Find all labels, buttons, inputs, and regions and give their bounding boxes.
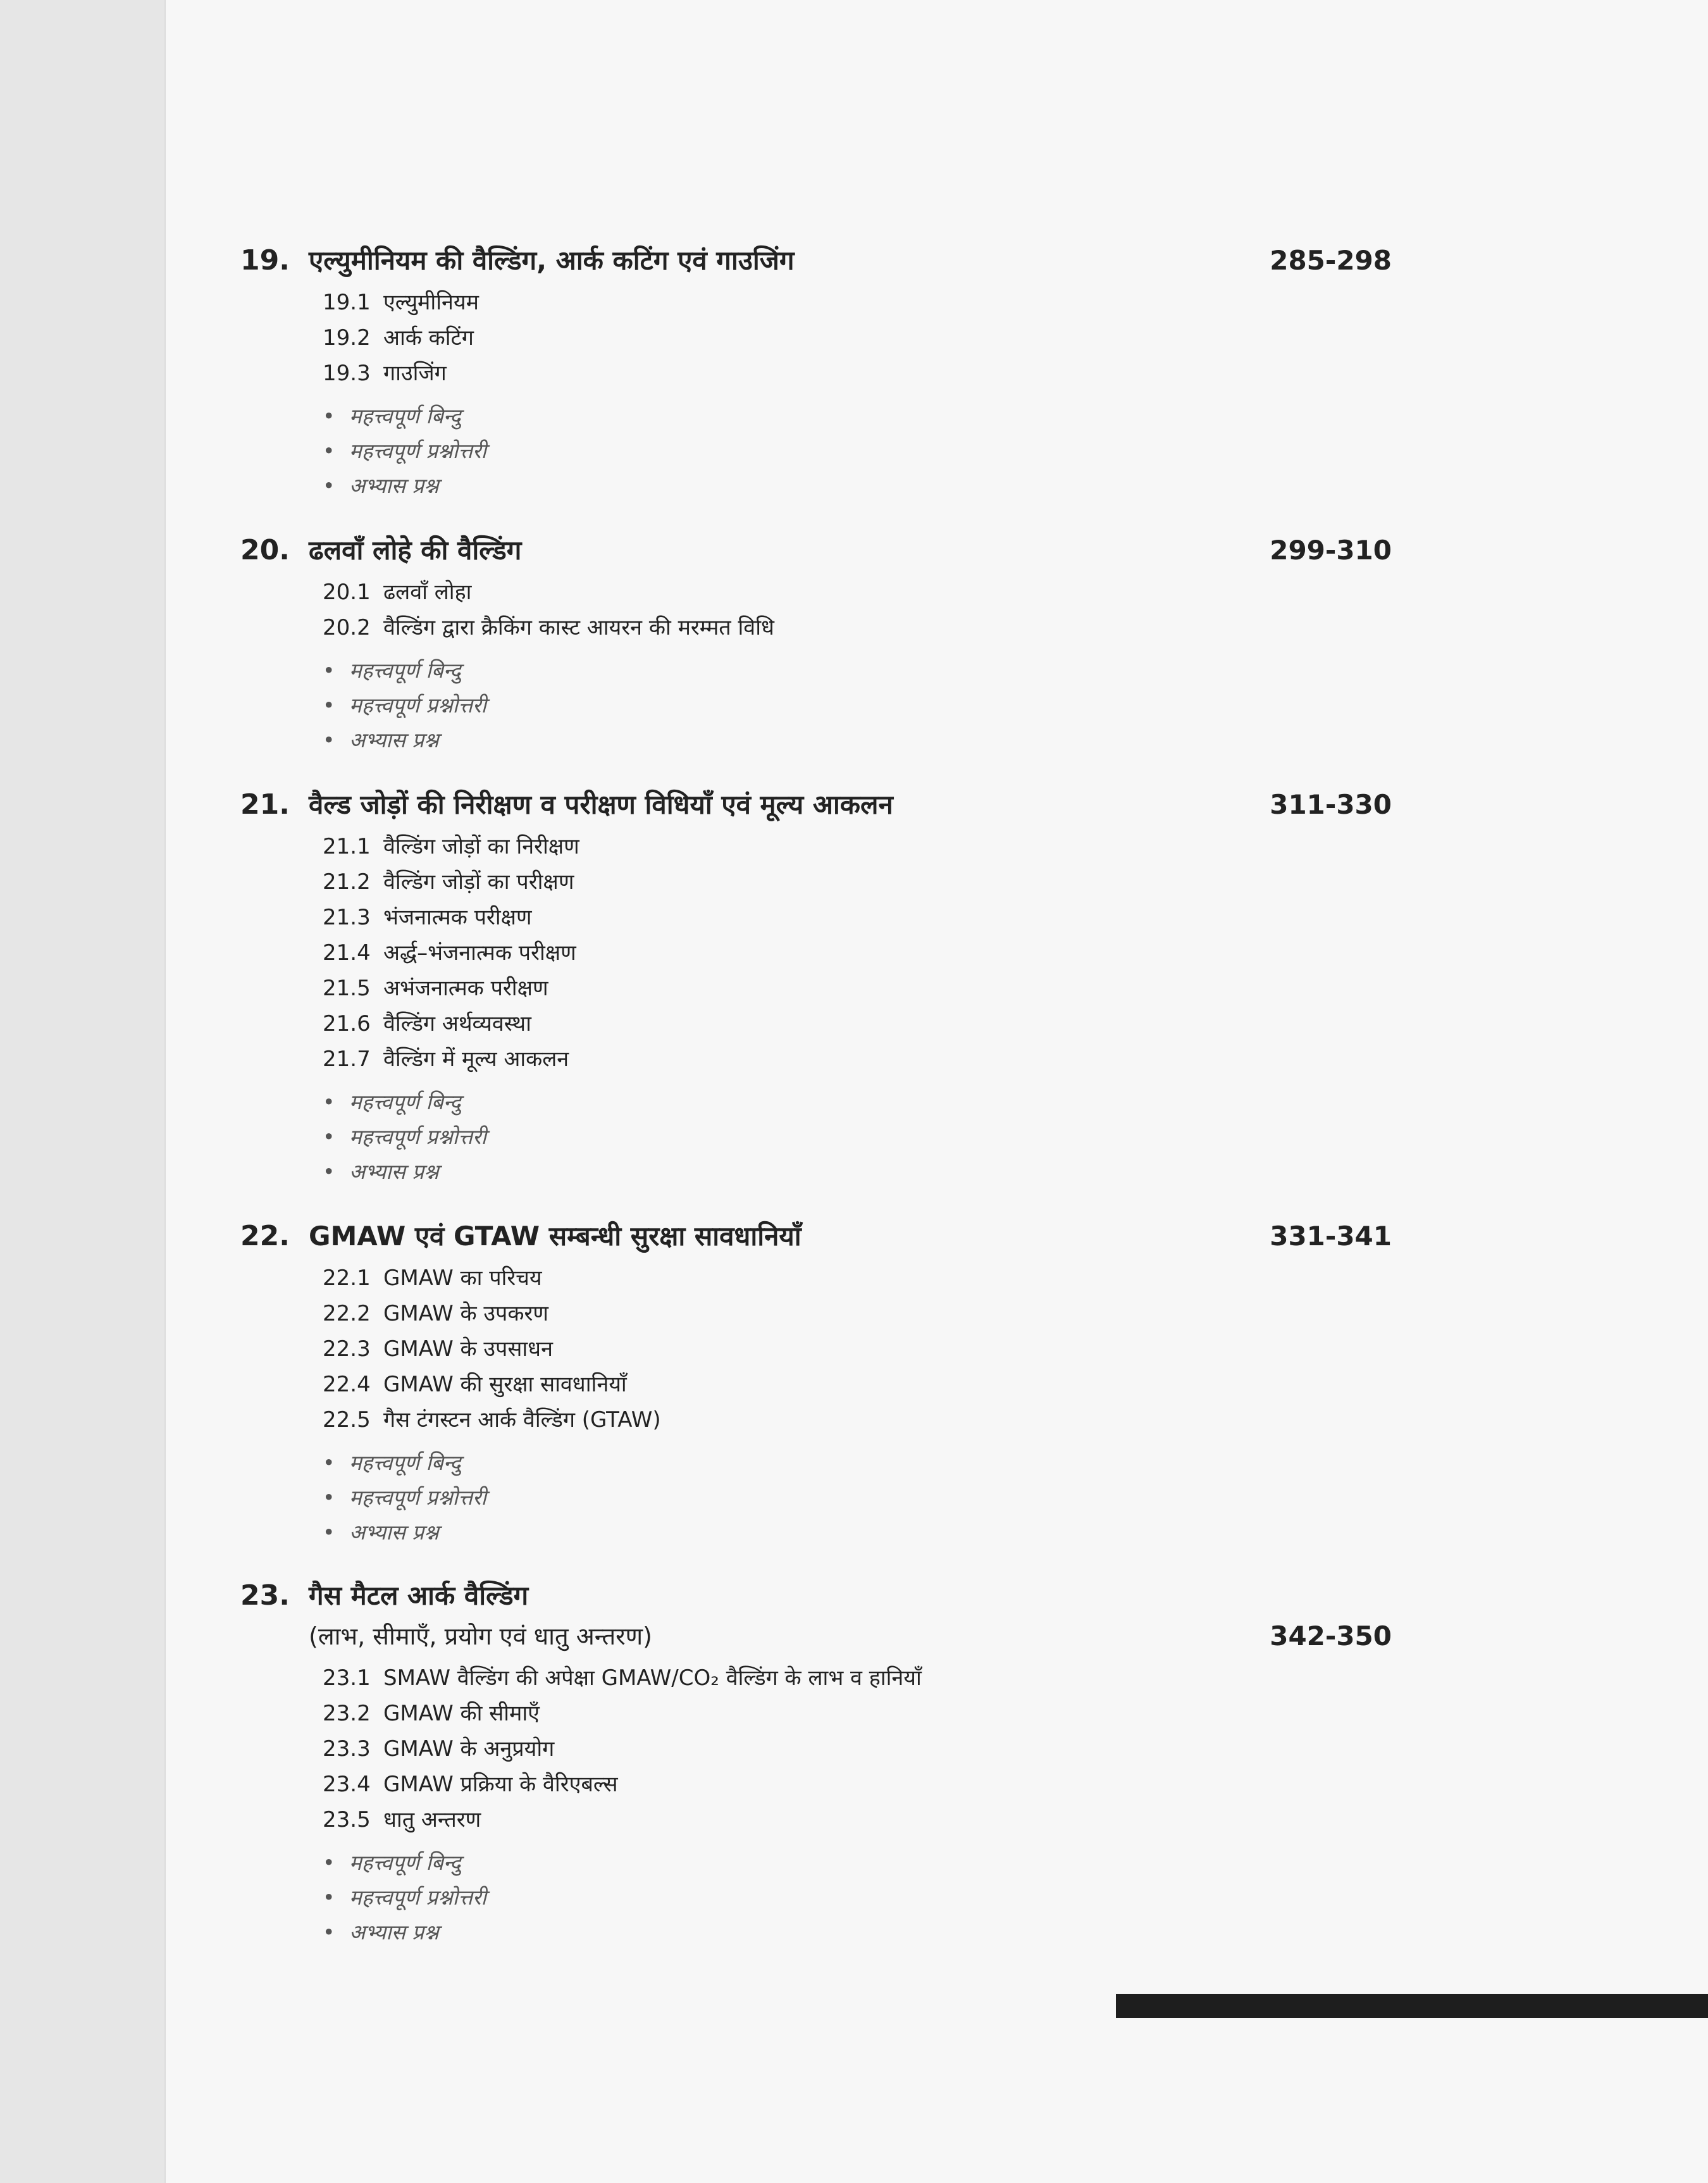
bullet-item[interactable] [323,433,1392,468]
section-item[interactable] [323,1006,1392,1042]
bullet-item[interactable] [323,1119,1392,1154]
bullet-list [323,399,1392,503]
chapter-title: वैल्ड जोड़ों की निरीक्षण व परीक्षण विधियाँ एवं मूल्य आकलन [309,789,893,820]
bullet-item[interactable] [323,1515,1392,1550]
bullet-item[interactable] [323,468,1392,503]
section-item[interactable] [323,610,1392,645]
chapter-number: 23. [240,1579,290,1612]
bullet-item[interactable] [323,1154,1392,1189]
bullet-icon: • [323,473,335,498]
chapter-heading[interactable] [240,1576,1392,1616]
section-number: 21.5 [323,976,371,1001]
chapter-heading[interactable] [240,530,1392,571]
section-number: 19.2 [323,325,371,351]
bullet-item[interactable] [323,1845,1392,1880]
chapter-page-range: 342-350 [1270,1620,1392,1651]
section-label: भंजनात्मक परीक्षण [383,905,532,930]
chapter-page-range: 331-341 [1270,1221,1392,1252]
section-number: 23.2 [323,1701,371,1726]
section-list [323,1660,1392,1838]
section-item[interactable] [323,1260,1392,1296]
chapter-page-range: 285-298 [1270,245,1392,276]
toc-chapter-19 [240,240,1392,503]
chapter-page-range: 311-330 [1270,789,1392,820]
section-item[interactable] [323,1367,1392,1402]
bullet-label: महत्त्वपूर्ण प्रश्नोत्तरी [349,693,486,718]
section-item[interactable] [323,1767,1392,1802]
bullet-label: अभ्यास प्रश्न [349,1920,439,1944]
section-number: 21.2 [323,869,371,895]
section-item[interactable] [323,575,1392,610]
section-number: 21.4 [323,940,371,966]
chapter-number: 22. [240,1220,290,1252]
section-number: 21.3 [323,905,371,930]
section-label: वैल्डिंग अर्थव्यवस्था [383,1011,531,1036]
section-list [323,1260,1392,1438]
section-label: ढलवाँ लोहा [383,580,472,605]
section-list [323,829,1392,1077]
section-label: GMAW के उपकरण [383,1301,548,1326]
bullet-icon: • [323,404,335,428]
section-item[interactable] [323,1331,1392,1367]
section-label: गैस टंगस्टन आर्क वैल्डिंग (GTAW) [383,1407,661,1433]
bullet-icon: • [323,438,335,463]
section-item[interactable] [323,1296,1392,1331]
margin-divider [164,0,166,2183]
section-number: 19.1 [323,290,371,315]
bullet-item[interactable] [323,1880,1392,1915]
bullet-item[interactable] [323,1085,1392,1119]
section-item[interactable] [323,285,1392,320]
section-number: 21.7 [323,1047,371,1072]
bullet-label: महत्त्वपूर्ण प्रश्नोत्तरी [349,1885,486,1910]
section-item[interactable] [323,829,1392,864]
chapter-title: GMAW एवं GTAW सम्बन्धी सुरक्षा सावधानियाँ [309,1221,801,1252]
section-label: वैल्डिंग द्वारा क्रैकिंग कास्ट आयरन की मरम्मत विधि [383,615,774,640]
section-list [323,285,1392,391]
section-item[interactable] [323,356,1392,391]
chapter-subtitle-row [240,1616,1392,1657]
section-number: 23.4 [323,1772,371,1797]
section-item[interactable] [323,971,1392,1006]
bullet-item[interactable] [323,399,1392,433]
section-label: GMAW की सीमाएँ [383,1701,540,1726]
section-label: SMAW वैल्डिंग की अपेक्षा GMAW/CO₂ वैल्डिंग के लाभ व हानियाँ [383,1665,922,1691]
section-label: वैल्डिंग जोड़ों का परीक्षण [383,869,574,895]
section-number: 21.6 [323,1011,371,1036]
section-number: 22.4 [323,1372,371,1397]
section-item[interactable] [323,320,1392,356]
chapter-title: एल्युमीनियम की वैल्डिंग, आर्क कटिंग एवं गाउजिंग [309,245,795,276]
chapter-heading[interactable] [240,240,1392,281]
section-label: एल्युमीनियम [383,290,479,315]
footer-bar [1116,1994,1708,2018]
toc-chapter-22 [240,1216,1392,1550]
bullet-item[interactable] [323,1480,1392,1515]
bullet-icon: • [323,1485,335,1510]
section-label: GMAW के उपसाधन [383,1336,553,1362]
section-label: वैल्डिंग जोड़ों का निरीक्षण [383,834,579,859]
bullet-label: अभ्यास प्रश्न [349,728,439,752]
bullet-label: महत्त्वपूर्ण बिन्दु [349,1850,461,1875]
bullet-label: अभ्यास प्रश्न [349,473,439,498]
left-margin-strip [0,0,164,2183]
chapter-number: 19. [240,244,290,277]
bullet-item[interactable] [323,653,1392,688]
section-label: धातु अन्तरण [383,1807,481,1832]
chapter-subtitle: (लाभ, सीमाएँ, प्रयोग एवं धातु अन्तरण) [309,1622,652,1650]
bullet-icon: • [323,1124,335,1149]
bullet-label: महत्त्वपूर्ण प्रश्नोत्तरी [349,438,486,463]
toc-chapter-23 [240,1576,1392,1950]
section-label: GMAW का परिचय [383,1266,542,1291]
chapter-title: गैस मैटल आर्क वैल्डिंग [309,1580,529,1611]
bullet-label: महत्त्वपूर्ण बिन्दु [349,658,461,683]
section-number: 22.1 [323,1266,371,1291]
section-label: GMAW प्रक्रिया के वैरिएबल्स [383,1772,618,1797]
bullet-label: महत्त्वपूर्ण बिन्दु [349,404,461,428]
bullet-label: महत्त्वपूर्ण प्रश्नोत्तरी [349,1124,486,1149]
section-item[interactable] [323,1731,1392,1767]
bullet-icon: • [323,1090,335,1114]
section-item[interactable] [323,900,1392,935]
section-number: 22.5 [323,1407,371,1433]
bullet-label: महत्त्वपूर्ण बिन्दु [349,1090,461,1114]
bullet-icon: • [323,693,335,718]
section-number: 22.3 [323,1336,371,1362]
bullet-icon: • [323,658,335,683]
bullet-list [323,1445,1392,1550]
section-item[interactable] [323,935,1392,971]
toc-chapter-20 [240,530,1392,757]
bullet-icon: • [323,1450,335,1475]
bullet-item[interactable] [323,1445,1392,1480]
bullet-label: महत्त्वपूर्ण बिन्दु [349,1450,461,1475]
section-label: अर्द्ध–भंजनात्मक परीक्षण [383,940,576,966]
bullet-list [323,653,1392,757]
section-list [323,575,1392,645]
section-item[interactable] [323,1042,1392,1077]
section-item[interactable] [323,864,1392,900]
section-item[interactable] [323,1402,1392,1438]
section-number: 19.3 [323,361,371,386]
section-number: 22.2 [323,1301,371,1326]
bullet-icon: • [323,1520,335,1545]
section-item[interactable] [323,1660,1392,1696]
bullet-item[interactable] [323,688,1392,723]
section-label: आर्क कटिंग [383,325,474,351]
bullet-icon: • [323,728,335,752]
chapter-page-range: 299-310 [1270,535,1392,566]
section-label: अभंजनात्मक परीक्षण [383,976,548,1001]
bullet-label: महत्त्वपूर्ण प्रश्नोत्तरी [349,1485,486,1510]
chapter-number: 21. [240,788,290,821]
bullet-item[interactable] [323,723,1392,757]
section-number: 21.1 [323,834,371,859]
bullet-icon: • [323,1920,335,1944]
section-item[interactable] [323,1696,1392,1731]
bullet-label: अभ्यास प्रश्न [349,1159,439,1184]
bullet-icon: • [323,1159,335,1184]
bullet-icon: • [323,1885,335,1910]
section-item[interactable] [323,1802,1392,1838]
section-number: 23.3 [323,1736,371,1762]
section-label: वैल्डिंग में मूल्य आकलन [383,1047,569,1072]
bullet-list [323,1845,1392,1950]
bullet-item[interactable] [323,1915,1392,1950]
section-label: GMAW के अनुप्रयोग [383,1736,555,1762]
section-number: 20.2 [323,615,371,640]
section-number: 20.1 [323,580,371,605]
bullet-label: अभ्यास प्रश्न [349,1520,439,1545]
section-number: 23.1 [323,1665,371,1691]
chapter-heading[interactable] [240,1216,1392,1257]
section-number: 23.5 [323,1807,371,1832]
section-label: GMAW की सुरक्षा सावधानियाँ [383,1372,627,1397]
bullet-icon: • [323,1850,335,1875]
chapter-title: ढलवाँ लोहे की वैल्डिंग [309,535,522,566]
chapter-number: 20. [240,534,290,566]
chapter-heading[interactable] [240,785,1392,825]
bullet-list [323,1085,1392,1189]
section-label: गाउजिंग [383,361,447,386]
toc-chapter-21 [240,785,1392,1189]
